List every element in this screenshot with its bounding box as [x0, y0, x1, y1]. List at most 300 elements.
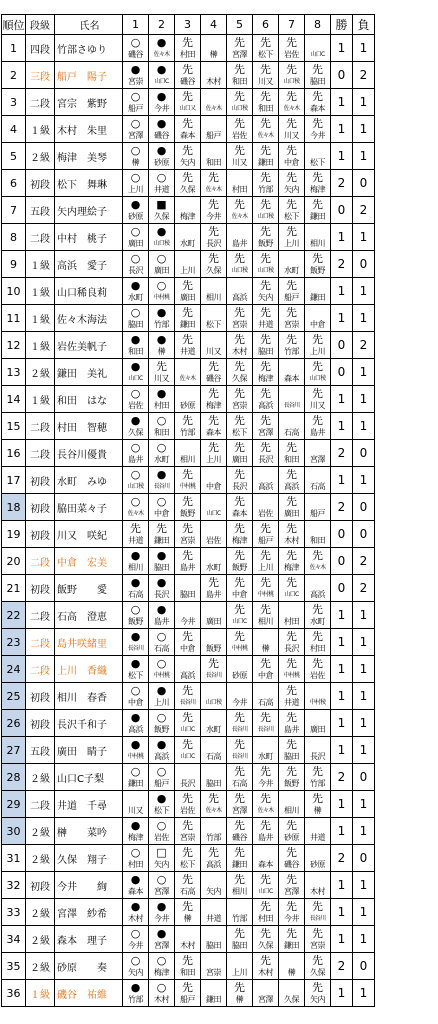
player-grade: １級 — [26, 332, 55, 359]
player-name: 今井 絢 — [55, 872, 123, 899]
opponent-name: 榊 — [235, 994, 244, 1004]
player-name: 井道 千尋 — [55, 791, 123, 818]
game-cell — [123, 548, 149, 575]
result-mark: 先 — [286, 872, 297, 886]
game-cell — [253, 35, 279, 62]
result-mark: ● — [156, 575, 167, 589]
opponent-name: 榊 — [261, 643, 270, 653]
opponent-name: 和田 — [154, 427, 169, 437]
game-cell — [279, 926, 305, 953]
game-cell — [149, 332, 175, 359]
game-cell — [279, 656, 305, 683]
player-grade: １級 — [26, 305, 55, 332]
table-row — [2, 926, 375, 953]
player-name: 岩佐美帆子 — [55, 332, 123, 359]
game-cell — [123, 197, 149, 224]
loss-count: 1 — [353, 926, 375, 953]
result-mark: ○ — [130, 251, 141, 265]
opponent-name: 梅津 — [284, 562, 299, 572]
result-mark: 先 — [208, 359, 219, 373]
player-name: 中村 桃子 — [55, 224, 123, 251]
result-mark: 先 — [312, 62, 323, 76]
table-row — [2, 818, 375, 845]
player-grade: 五段 — [26, 197, 55, 224]
result-mark: ● — [130, 872, 141, 886]
game-cell — [279, 440, 305, 467]
game-cell — [149, 89, 175, 116]
opponent-name: 石高 — [310, 481, 325, 491]
player-grade: １級 — [26, 116, 55, 143]
opponent-name: 山口稜 — [257, 266, 274, 274]
game-cell — [201, 980, 227, 1007]
opponent-name: 長谷川 — [127, 644, 144, 652]
game-cell — [201, 629, 227, 656]
result-mark: ● — [156, 35, 167, 49]
player-name: 松下 舞琳 — [55, 170, 123, 197]
player-grade: ２級 — [26, 764, 55, 791]
result-mark: 先 — [182, 953, 193, 967]
opponent-name: 石高 — [284, 427, 299, 437]
win-count: 2 — [331, 953, 353, 980]
opponent-name: 井道 — [128, 535, 143, 545]
game-cell — [123, 845, 149, 872]
header-rank: 段級 — [26, 15, 55, 35]
opponent-name: 中村桃 — [231, 644, 248, 652]
result-mark: 先 — [312, 197, 323, 211]
opponent-name: 砂原 — [180, 400, 195, 410]
result-mark: 先 — [182, 899, 193, 913]
game-cell — [201, 494, 227, 521]
result-mark: 先 — [182, 791, 193, 805]
opponent-name: 鎌田 — [232, 859, 247, 869]
result-mark: 先 — [182, 89, 193, 103]
game-cell — [149, 845, 175, 872]
win-count: 1 — [331, 89, 353, 116]
opponent-name: 飯野 — [284, 778, 299, 788]
opponent-name: 矢内 — [154, 859, 169, 869]
opponent-name: 竹部 — [154, 319, 169, 329]
opponent-name: 中倉 — [180, 643, 195, 653]
result-mark: ○ — [130, 170, 141, 184]
rank-number: 26 — [2, 710, 26, 737]
opponent-name: 中村桃 — [283, 671, 300, 679]
player-name: 和田 はな — [55, 386, 123, 413]
game-cell — [123, 683, 149, 710]
result-mark: 先 — [286, 548, 297, 562]
player-grade: 二段 — [26, 656, 55, 683]
game-cell — [201, 224, 227, 251]
result-mark: 先 — [286, 845, 297, 859]
result-mark: 先 — [286, 332, 297, 346]
result-mark: 先 — [286, 224, 297, 238]
opponent-name: 船戸 — [284, 292, 299, 302]
game-cell — [253, 116, 279, 143]
game-cell — [123, 305, 149, 332]
result-mark: 先 — [182, 35, 193, 49]
opponent-name: 和田 — [206, 157, 221, 167]
game-cell — [149, 629, 175, 656]
result-mark: ○ — [156, 494, 167, 508]
game-cell — [149, 143, 175, 170]
game-cell — [227, 521, 253, 548]
result-mark: ○ — [130, 440, 141, 454]
result-mark: 先 — [182, 872, 193, 886]
opponent-name: 脇田 — [232, 940, 247, 950]
result-mark: 先 — [260, 872, 271, 886]
game-cell — [253, 305, 279, 332]
loss-count: 2 — [353, 197, 375, 224]
result-mark: ○ — [156, 440, 167, 454]
opponent-name: 磯谷 — [284, 859, 299, 869]
game-cell — [123, 170, 149, 197]
table-row — [2, 170, 375, 197]
opponent-name: 宮澤 — [154, 940, 169, 950]
opponent-name: 山口稜 — [205, 698, 222, 706]
opponent-name: 和田 — [284, 454, 299, 464]
player-name: 脇田菜々子 — [55, 494, 123, 521]
game-cell — [175, 764, 201, 791]
result-mark: ● — [130, 278, 141, 292]
result-mark: 先 — [234, 116, 245, 130]
game-cell — [149, 791, 175, 818]
opponent-name: 岩佐 — [206, 535, 221, 545]
opponent-name: 脇田 — [128, 319, 143, 329]
game-cell — [149, 305, 175, 332]
loss-count: 1 — [353, 656, 375, 683]
opponent-name: 梅津 — [258, 373, 273, 383]
opponent-name: 高浜 — [258, 400, 273, 410]
game-cell — [253, 737, 279, 764]
game-cell — [253, 467, 279, 494]
game-cell — [305, 899, 331, 926]
result-mark: 先 — [182, 710, 193, 724]
result-mark: 先 — [312, 953, 323, 967]
opponent-name: 竹部 — [206, 832, 221, 842]
game-cell — [305, 683, 331, 710]
result-mark: 先 — [182, 521, 193, 535]
opponent-name: 長谷川 — [231, 752, 248, 760]
table-row — [2, 116, 375, 143]
opponent-name: 石高 — [232, 778, 247, 788]
player-name: 山口C子梨 — [55, 764, 123, 791]
result-mark: 先 — [260, 278, 271, 292]
game-cell — [201, 440, 227, 467]
game-cell — [305, 332, 331, 359]
game-cell — [175, 251, 201, 278]
game-cell — [279, 35, 305, 62]
game-cell — [175, 926, 201, 953]
loss-count: 1 — [353, 278, 375, 305]
result-mark: 先 — [234, 845, 245, 859]
game-cell — [227, 62, 253, 89]
game-cell — [253, 197, 279, 224]
game-cell — [149, 710, 175, 737]
rank-number: 2 — [2, 62, 26, 89]
game-cell — [123, 764, 149, 791]
win-count: 1 — [331, 224, 353, 251]
game-cell — [279, 467, 305, 494]
result-mark: 先 — [312, 926, 323, 940]
opponent-name: 松下 — [154, 805, 169, 815]
result-mark: 先 — [286, 683, 297, 697]
game-cell — [149, 278, 175, 305]
game-cell — [175, 710, 201, 737]
opponent-name: 高浜 — [128, 724, 143, 734]
result-mark: 先 — [234, 629, 245, 643]
table-row — [2, 467, 375, 494]
opponent-name: 森本 — [128, 886, 143, 896]
game-cell — [279, 737, 305, 764]
opponent-name: 山口稜 — [127, 482, 144, 490]
loss-count: 1 — [353, 224, 375, 251]
game-cell — [227, 872, 253, 899]
game-cell — [123, 791, 149, 818]
result-mark: 先 — [234, 143, 245, 157]
result-mark: 先 — [208, 845, 219, 859]
loss-count: 1 — [353, 386, 375, 413]
game-cell — [123, 521, 149, 548]
player-grade: 初段 — [26, 575, 55, 602]
opponent-name: 山口稜 — [257, 212, 274, 220]
table-row — [2, 683, 375, 710]
opponent-name: 廣田 — [284, 508, 299, 518]
opponent-name: 川又 — [154, 373, 169, 383]
result-mark: 先 — [208, 251, 219, 265]
header-game-3: 3 — [175, 15, 201, 35]
result-mark: 先 — [234, 413, 245, 427]
result-mark: ● — [130, 710, 141, 724]
opponent-name: 木村 — [128, 913, 143, 923]
opponent-name: 榊 — [157, 346, 166, 356]
table-row — [2, 386, 375, 413]
game-cell — [253, 251, 279, 278]
result-mark: 先 — [182, 683, 193, 697]
result-mark: 先 — [260, 899, 271, 913]
table-row — [2, 953, 375, 980]
opponent-name: 山口稜 — [309, 374, 326, 382]
loss-count: 1 — [353, 413, 375, 440]
player-name: 森本 理子 — [55, 926, 123, 953]
game-cell — [149, 764, 175, 791]
opponent-name: 宮崇 — [232, 400, 247, 410]
player-name: 上川 香織 — [55, 656, 123, 683]
opponent-name: 川又 — [284, 130, 299, 140]
result-mark: ● — [130, 737, 141, 751]
opponent-name: 竹部 — [128, 994, 143, 1004]
player-grade: 初段 — [26, 710, 55, 737]
game-cell — [279, 602, 305, 629]
opponent-name: 佐々木 — [257, 131, 274, 139]
opponent-name: 船戸 — [258, 535, 273, 545]
opponent-name: 井道 — [258, 319, 273, 329]
result-mark: 先 — [182, 629, 193, 643]
opponent-name: 梅津 — [180, 211, 195, 221]
loss-count: 1 — [353, 791, 375, 818]
opponent-name: 梅津 — [206, 400, 221, 410]
rank-number: 7 — [2, 197, 26, 224]
game-cell — [253, 62, 279, 89]
game-cell — [149, 953, 175, 980]
player-grade: 初段 — [26, 872, 55, 899]
opponent-name: 久保 — [284, 994, 299, 1004]
game-cell — [227, 467, 253, 494]
opponent-name: 山口C — [284, 590, 299, 598]
result-mark: 先 — [312, 386, 323, 400]
loss-count: 1 — [353, 737, 375, 764]
loss-count: 1 — [353, 143, 375, 170]
opponent-name: 和田 — [128, 346, 143, 356]
result-mark: ● — [130, 629, 141, 643]
header-game-8: 8 — [305, 15, 331, 35]
rank-number: 3 — [2, 89, 26, 116]
game-cell — [279, 143, 305, 170]
opponent-name: 木村 — [310, 886, 325, 896]
result-mark: 先 — [260, 305, 271, 319]
game-cell — [175, 305, 201, 332]
game-cell — [201, 548, 227, 575]
result-mark: ● — [156, 143, 167, 157]
opponent-name: 松下 — [206, 319, 221, 329]
opponent-name: 船戸 — [206, 130, 221, 140]
result-mark: 先 — [260, 548, 271, 562]
rank-number: 32 — [2, 872, 26, 899]
opponent-name: 鎌田 — [310, 292, 325, 302]
result-mark: ● — [156, 62, 167, 76]
result-mark: 先 — [182, 62, 193, 76]
game-cell — [253, 683, 279, 710]
game-cell — [201, 35, 227, 62]
game-cell — [305, 629, 331, 656]
rank-number: 25 — [2, 683, 26, 710]
game-cell — [253, 953, 279, 980]
game-cell — [253, 980, 279, 1007]
win-count: 0 — [331, 548, 353, 575]
opponent-name: 岩佐 — [128, 400, 143, 410]
opponent-name: 廣田 — [180, 292, 195, 302]
opponent-name: 森本 — [310, 103, 325, 113]
opponent-name: 水町 — [258, 751, 273, 761]
opponent-name: 鎌田 — [180, 319, 195, 329]
result-mark: ● — [130, 197, 141, 211]
opponent-name: 佐々木 — [179, 374, 196, 382]
opponent-name: 中村桃 — [153, 671, 170, 679]
game-cell — [279, 845, 305, 872]
game-cell — [201, 683, 227, 710]
result-mark: 先 — [312, 764, 323, 778]
game-cell — [227, 926, 253, 953]
game-cell — [123, 278, 149, 305]
rank-number: 35 — [2, 953, 26, 980]
game-cell — [175, 548, 201, 575]
result-mark: ● — [130, 332, 141, 346]
win-count: 2 — [331, 764, 353, 791]
result-mark: 先 — [234, 386, 245, 400]
game-cell — [201, 197, 227, 224]
opponent-name: 脇田 — [310, 76, 325, 86]
game-cell — [305, 170, 331, 197]
result-mark: 先 — [286, 440, 297, 454]
opponent-name: 鎌田 — [154, 535, 169, 545]
result-mark: 先 — [286, 764, 297, 778]
game-cell — [279, 278, 305, 305]
rank-number: 29 — [2, 791, 26, 818]
opponent-name: 島井 — [232, 238, 247, 248]
table-row — [2, 602, 375, 629]
rank-number: 5 — [2, 143, 26, 170]
opponent-name: 磯谷 — [154, 130, 169, 140]
result-mark: 先 — [260, 116, 271, 130]
opponent-name: 森本 — [284, 373, 299, 383]
opponent-name: 宮澤 — [284, 886, 299, 896]
result-mark: ○ — [130, 845, 141, 859]
game-cell — [227, 359, 253, 386]
result-mark: 先 — [260, 62, 271, 76]
opponent-name: 井道 — [154, 184, 169, 194]
game-cell — [123, 818, 149, 845]
game-cell — [253, 548, 279, 575]
game-cell — [253, 143, 279, 170]
result-mark: 先 — [234, 818, 245, 832]
win-count: 2 — [331, 251, 353, 278]
game-cell — [149, 548, 175, 575]
win-count: 1 — [331, 35, 353, 62]
game-cell — [279, 332, 305, 359]
result-mark: ○ — [156, 953, 167, 967]
game-cell — [201, 845, 227, 872]
game-cell — [227, 413, 253, 440]
loss-count: 2 — [353, 575, 375, 602]
result-mark: ○ — [130, 35, 141, 49]
win-count: 1 — [331, 278, 353, 305]
opponent-name: 竹部 — [284, 346, 299, 356]
opponent-name: 長沢 — [180, 778, 195, 788]
opponent-name: 宮崇 — [284, 319, 299, 329]
win-count: 0 — [331, 521, 353, 548]
game-cell — [149, 413, 175, 440]
rank-number: 8 — [2, 224, 26, 251]
game-cell — [123, 656, 149, 683]
result-mark: ● — [156, 791, 167, 805]
opponent-name: 川又 — [206, 346, 221, 356]
game-cell — [305, 494, 331, 521]
player-name: 石高 澄恵 — [55, 602, 123, 629]
result-mark: 先 — [234, 467, 245, 481]
game-cell — [175, 332, 201, 359]
opponent-name: 島井 — [310, 427, 325, 437]
game-cell — [201, 872, 227, 899]
result-mark: ○ — [156, 413, 167, 427]
opponent-name: 相川 — [284, 805, 299, 815]
result-mark: 先 — [234, 305, 245, 319]
opponent-name: 中倉 — [206, 481, 221, 491]
result-mark: 先 — [286, 170, 297, 184]
loss-count: 1 — [353, 872, 375, 899]
result-mark: 先 — [208, 440, 219, 454]
game-cell — [253, 494, 279, 521]
opponent-name: 岩佐 — [154, 832, 169, 842]
win-count: 0 — [331, 197, 353, 224]
result-mark: 先 — [208, 224, 219, 238]
table-row — [2, 575, 375, 602]
opponent-name: 川又 — [310, 400, 325, 410]
win-count: 2 — [331, 494, 353, 521]
game-cell — [305, 35, 331, 62]
opponent-name: 今井 — [284, 913, 299, 923]
opponent-name: 高浜 — [284, 481, 299, 491]
game-cell — [253, 710, 279, 737]
game-cell — [123, 737, 149, 764]
result-mark: ● — [156, 899, 167, 913]
